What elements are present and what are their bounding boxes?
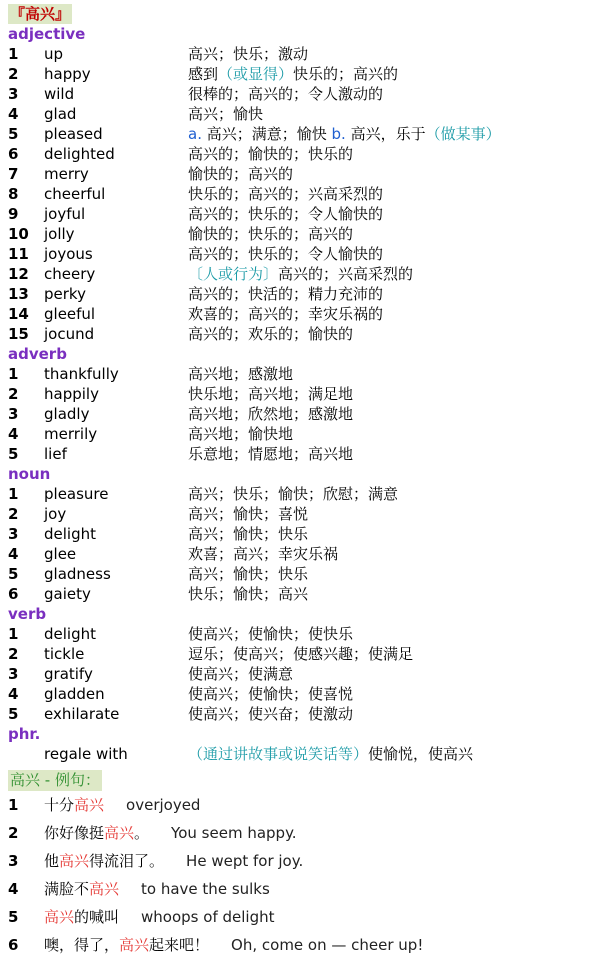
part-of-speech-label: adverb [8,345,67,363]
entry-definition [188,164,293,184]
entry-definition [188,364,293,384]
definition-text: 高兴；愉快；快乐 [188,525,309,543]
definition-text: 高兴的；快乐的；令人愉快的 [188,205,384,223]
example-row [8,819,601,847]
entry-definition [188,124,501,144]
entry-number: 5 [8,445,19,463]
entry-word[interactable]: jocund [44,325,95,343]
entry-row [8,444,601,464]
highlighted-term: 高兴 [44,908,75,926]
definition-text: 高兴地；欣然地；感激地 [188,405,354,423]
definition-note: 〔人或行为〕 [188,265,279,283]
entry-word[interactable]: joyous [44,245,93,263]
entry-number: 1 [8,365,19,383]
entry-row [8,244,601,264]
entry-number: 8 [8,185,19,203]
entry-definition [188,624,353,644]
entry-number: 10 [8,225,29,243]
entry-word[interactable]: gratify [44,665,93,683]
entry-row [8,184,601,204]
entry-row [8,304,601,324]
example-sentence [44,847,303,875]
entry-definition [188,384,353,404]
definition-text: 欢喜的；高兴的；幸灾乐祸的 [188,305,384,323]
entry-number: 1 [8,485,19,503]
entry-definition [188,644,413,664]
entry-number: 3 [8,525,19,543]
example-number: 5 [8,908,19,926]
example-row [8,847,601,875]
entry-number: 12 [8,265,29,283]
entry-row [8,624,601,644]
entry-row [8,104,601,124]
entry-number: 5 [8,125,19,143]
entry-number: 13 [8,285,29,303]
example-row [8,875,601,903]
entry-row [8,704,601,724]
entry-word[interactable]: delight [44,525,96,543]
entry-word[interactable]: gleeful [44,305,96,323]
entry-word[interactable]: cheery [44,265,96,283]
definition-text: 快乐地；高兴地；满足地 [188,385,354,403]
entry-word[interactable]: lief [44,445,67,463]
example-number: 4 [8,880,19,898]
entry-number: 15 [8,325,29,343]
entry-number: 4 [8,105,19,123]
entry-definition [188,204,383,224]
entry-row [8,384,601,404]
part-of-speech-label: verb [8,605,47,623]
entry-row [8,264,601,284]
entry-number: 2 [8,65,19,83]
definition-text: 高兴地；愉快地 [188,425,294,443]
example-chinese: 得流泪了。 [89,852,165,870]
entry-row [8,504,601,524]
entry-word[interactable]: wild [44,85,75,103]
example-chinese: 噢，得了， [44,936,120,954]
entry-number: 9 [8,205,19,223]
entry-word[interactable]: glad [44,105,77,123]
entry-definition [188,444,353,464]
entry-definition [188,524,308,544]
entry-word[interactable]: joyful [44,205,86,223]
entry-definition [188,144,353,164]
entry-definition [188,704,353,724]
entry-definition [188,84,383,104]
example-chinese: 起来吧！ [149,936,210,954]
entry-number: 4 [8,685,19,703]
entry-number: 1 [8,45,19,63]
entry-word[interactable]: cheerful [44,185,106,203]
headword-label: 『高兴』 [10,5,71,23]
entry-row [8,404,601,424]
entry-number: 6 [8,585,19,603]
entry-number: 3 [8,405,19,423]
entry-definition [188,64,398,84]
definition-note: （通过讲故事或说笑话等） [188,745,369,763]
entry-number: 3 [8,665,19,683]
entry-number: 2 [8,385,19,403]
definition-text: 快乐的；高兴的 [293,65,399,83]
definition-text: 很棒的；高兴的；令人激动的 [188,85,384,103]
example-number: 6 [8,936,19,954]
entry-definition [188,684,353,704]
entry-row [8,44,601,64]
entry-row [8,664,601,684]
entry-word[interactable]: pleasure [44,485,109,503]
entry-definition [188,484,398,504]
highlighted-term: 高兴 [89,880,120,898]
entry-number: 6 [8,145,19,163]
definition-text: 快乐；愉快；高兴 [188,585,309,603]
definition-text: 高兴地；感激地 [188,365,294,383]
entry-row [8,524,601,544]
definition-text: 欢喜；高兴；幸灾乐祸 [188,545,339,563]
entry-row [8,64,601,84]
entry-definition [188,564,308,584]
example-row [8,791,601,819]
definition-text: 高兴；愉快 [188,105,264,123]
example-english: You seem happy. [171,824,297,842]
entry-word[interactable]: up [44,45,64,63]
definition-text: 快乐的；高兴的；兴高采烈的 [188,185,384,203]
entry-definition [188,104,263,124]
entry-number: 2 [8,505,19,523]
entry-number: 14 [8,305,29,323]
example-sentence [44,903,275,931]
entry-row [8,324,601,344]
entry-definition [188,284,383,304]
definition-text: 感到 [188,65,219,83]
definition-text: 高兴的；兴高采烈的 [278,265,414,283]
part-of-speech-label: phr. [8,725,41,743]
example-sentence [44,931,423,959]
entry-row [8,744,601,764]
entry-number: 7 [8,165,19,183]
entry-word[interactable]: gladden [44,685,105,703]
definition-text: 高兴；快乐；激动 [188,45,309,63]
definition-text: 高兴；快乐；愉快；欣慰；满意 [188,485,399,503]
entry-row [8,424,601,444]
example-chinese: 十分 [44,796,75,814]
example-chinese: 的喊叫 [74,908,120,926]
entry-definition [188,44,308,64]
definition-text: a. [188,125,207,143]
definition-text: 高兴的；快乐的；令人愉快的 [188,245,384,263]
entry-number: 5 [8,565,19,583]
part-of-speech-label: adjective [8,25,86,43]
entry-number: 4 [8,425,19,443]
definition-text: 高兴；愉快；快乐 [188,565,309,583]
entry-number: 4 [8,545,19,563]
definition-text: 逗乐；使高兴；使感兴趣；使满足 [188,645,414,663]
example-sentence [44,875,270,903]
entry-definition [188,584,308,604]
entry-number: 3 [8,85,19,103]
definition-text: 高兴；愉快；喜悦 [188,505,309,523]
entry-word[interactable]: happy [44,65,91,83]
entry-word[interactable]: joy [44,505,67,523]
definition-text: b. [331,125,351,143]
example-english: overjoyed [126,796,201,814]
entry-word[interactable]: delight [44,625,96,643]
entry-definition [188,424,293,444]
entry-number: 2 [8,645,19,663]
entry-row [8,204,601,224]
example-english: He wept for joy. [186,852,304,870]
entry-definition [188,184,383,204]
example-chinese: 他 [44,852,60,870]
entry-definition [188,264,413,284]
definition-text: 使愉悦，使高兴 [368,745,474,763]
example-number: 2 [8,824,19,842]
entry-word[interactable]: exhilarate [44,705,120,723]
entry-word[interactable]: gladness [44,565,111,583]
entry-definition [188,544,338,564]
entry-row [8,144,601,164]
definition-text: 使高兴；使兴奋；使激动 [188,705,354,723]
entry-definition [188,504,308,524]
entry-definition [188,664,293,684]
entry-word[interactable]: pleased [44,125,103,143]
entry-word[interactable]: jolly [44,225,75,243]
entry-word[interactable]: glee [44,545,77,563]
entry-definition [188,324,353,344]
entry-row [8,124,601,144]
entry-definition [188,244,383,264]
entry-row [8,484,601,504]
entry-word[interactable]: gaiety [44,585,91,603]
highlighted-term: 高兴 [59,852,90,870]
entry-row [8,644,601,664]
example-number: 3 [8,852,19,870]
definition-text: 高兴的；快活的；精力充沛的 [188,285,384,303]
definition-text: 高兴的；愉快的；快乐的 [188,145,354,163]
entry-word[interactable]: merry [44,165,89,183]
example-chinese: 满脸不 [44,880,90,898]
definition-text: 高兴，乐于 [350,125,426,143]
entry-row [8,584,601,604]
entry-definition [188,744,473,764]
example-sentence [44,791,200,819]
entry-number: 11 [8,245,29,263]
example-english: whoops of delight [141,908,275,926]
definition-text: 愉快的；高兴的 [188,165,294,183]
entry-word[interactable]: perky [44,285,86,303]
entry-row [8,284,601,304]
example-chinese: 。 [134,824,150,842]
entry-word[interactable]: gladly [44,405,90,423]
definition-text: 乐意地；情愿地；高兴地 [188,445,354,463]
example-english: to have the sulks [141,880,270,898]
entry-row [8,84,601,104]
definition-text: 使高兴；使愉快；使喜悦 [188,685,354,703]
example-row [8,931,601,959]
example-english: Oh, come on — cheer up! [231,936,424,954]
entry-row [8,544,601,564]
entry-word[interactable]: tickle [44,645,85,663]
entry-number: 5 [8,705,19,723]
entry-row [8,364,601,384]
highlighted-term: 高兴 [119,936,150,954]
entry-word[interactable]: regale with [44,745,128,763]
entry-row [8,684,601,704]
entry-definition [188,304,383,324]
entry-definition [188,224,353,244]
entry-word[interactable]: thankfully [44,365,119,383]
example-sentence [44,819,297,847]
definition-text: 使高兴；使满意 [188,665,294,683]
highlighted-term: 高兴 [74,796,105,814]
entry-word[interactable]: merrily [44,425,98,443]
example-number: 1 [8,796,19,814]
definition-text: 使高兴；使愉快；使快乐 [188,625,354,643]
examples-list [8,791,601,959]
definition-text: 高兴；满意；愉快 [206,125,332,143]
entry-definition [188,404,353,424]
entry-row [8,224,601,244]
definition-note: （做某事） [425,125,501,143]
definition-note: （或显得） [218,65,294,83]
entry-word[interactable]: delighted [44,145,115,163]
definition-text: 高兴的；欢乐的；愉快的 [188,325,354,343]
definition-text: 愉快的；快乐的；高兴的 [188,225,354,243]
example-row [8,903,601,931]
entry-row [8,564,601,584]
example-chinese: 你好像挺 [44,824,105,842]
highlighted-term: 高兴 [104,824,135,842]
entry-number: 1 [8,625,19,643]
examples-label: 高兴 - 例句： [10,771,100,789]
entry-word[interactable]: happily [44,385,99,403]
entry-row [8,164,601,184]
sense-sections [8,24,601,764]
part-of-speech-label: noun [8,465,51,483]
